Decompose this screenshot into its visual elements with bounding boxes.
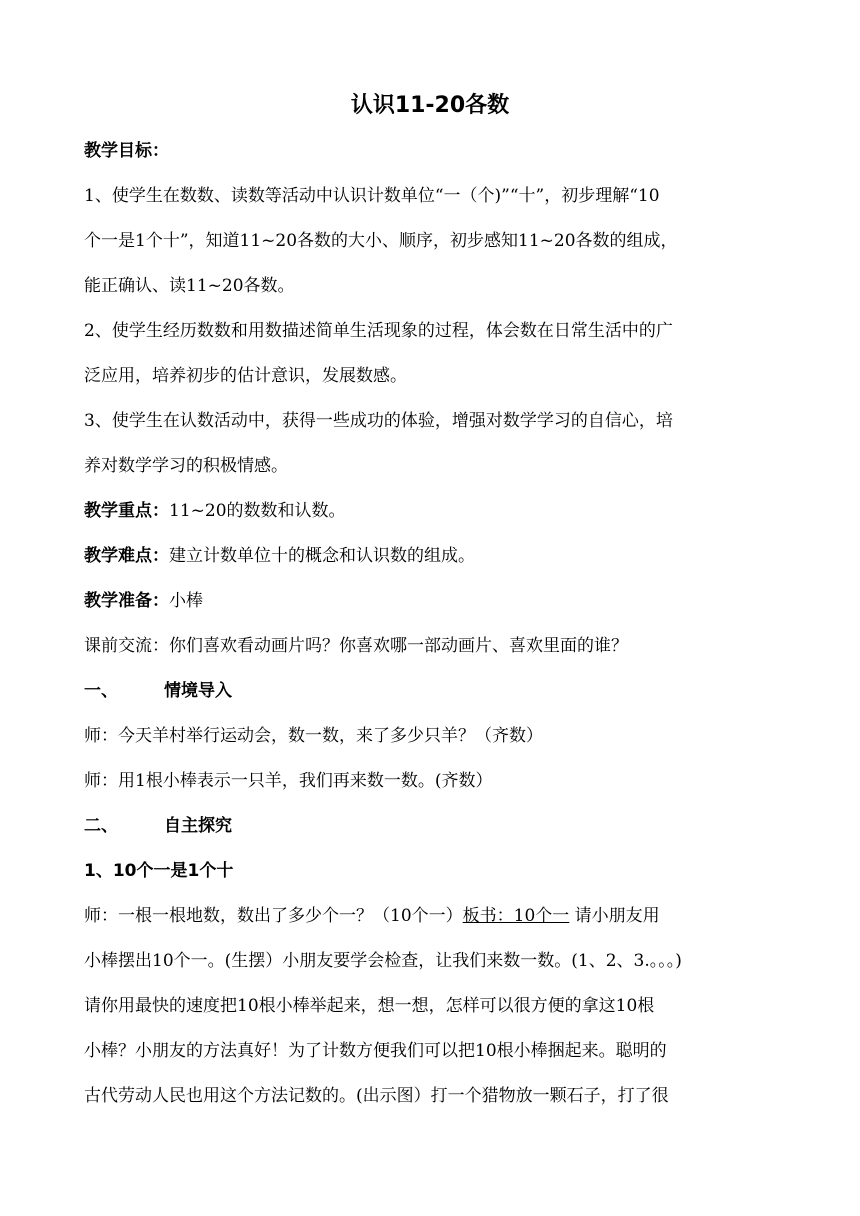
- preparation-label: 教学准备：: [84, 591, 169, 611]
- document-title: 认识11-20各数: [350, 93, 510, 118]
- goal1-line3: 能正确认、读11~20各数。: [84, 276, 295, 296]
- s1-line2: 师：用1根小棒表示一只羊，我们再来数一数。(齐数）: [84, 771, 493, 791]
- section1-number: 一、: [84, 681, 118, 701]
- board-note: 板书：10个一: [462, 906, 570, 926]
- goals-heading: 教学目标：: [84, 141, 169, 161]
- section1-heading: [84, 676, 784, 706]
- goal1-line2: 个一是1个十”，知道11~20各数的大小、顺序，初步感知11~20各数的组成，: [84, 231, 678, 251]
- key-point-label: 教学重点：: [84, 501, 169, 521]
- preparation: [84, 586, 784, 616]
- goal3-line2: 养对数学学习的积极情感。: [84, 456, 288, 476]
- para-line3: 请你用最快的速度把10根小棒举起来，想一想，怎样可以很方便的拿这10根: [84, 996, 655, 1016]
- goal3-line1: 3、使学生在认数活动中，获得一些成功的体验，增强对数学学习的自信心，培: [84, 411, 673, 431]
- goal2-line1: 2、使学生经历数数和用数描述简单生活现象的过程，体会数在日常生活中的广: [84, 321, 673, 341]
- difficulty-label: 教学难点：: [84, 546, 169, 566]
- goal1-line1: 1、使学生在数数、读数等活动中认识计数单位“一（个)”“十”，初步理解“10: [84, 186, 660, 206]
- key-point-text: 11~20的数数和认数。: [169, 501, 346, 521]
- pre-talk: 课前交流：你们喜欢看动画片吗？你喜欢哪一部动画片、喜欢里面的谁？: [84, 636, 628, 656]
- para-line1: [84, 901, 784, 931]
- section2-title: 自主探究: [164, 816, 232, 836]
- section2-heading: [84, 811, 784, 841]
- section1-title: 情境导入: [164, 681, 232, 701]
- subsection1-heading: 1、10个一是1个十: [84, 861, 234, 881]
- para-line1-a: 师：一根一根地数，数出了多少个一？（10个一）: [84, 906, 463, 926]
- difficulty: [84, 541, 784, 571]
- para-line2: 小棒摆出10个一。(生摆）小朋友要学会检查，让我们来数一数。(1、2、3.。。。): [84, 951, 682, 971]
- goal2-line2: 泛应用，培养初步的估计意识，发展数感。: [84, 366, 407, 386]
- difficulty-text: 建立计数单位十的概念和认识数的组成。: [169, 546, 475, 566]
- para-line4: 小棒？小朋友的方法真好！为了计数方便我们可以把10根小棒捆起来。聪明的: [84, 1041, 667, 1061]
- preparation-text: 小棒: [169, 591, 203, 611]
- para-line1-b: 请小朋友用: [569, 906, 660, 926]
- s1-line1: 师：今天羊村举行运动会，数一数，来了多少只羊？（齐数）: [84, 726, 543, 746]
- section2-number: 二、: [84, 816, 118, 836]
- key-point: [84, 496, 784, 526]
- para-line5: 古代劳动人民也用这个方法记数的。(出示图）打一个猎物放一颗石子，打了很: [84, 1086, 669, 1106]
